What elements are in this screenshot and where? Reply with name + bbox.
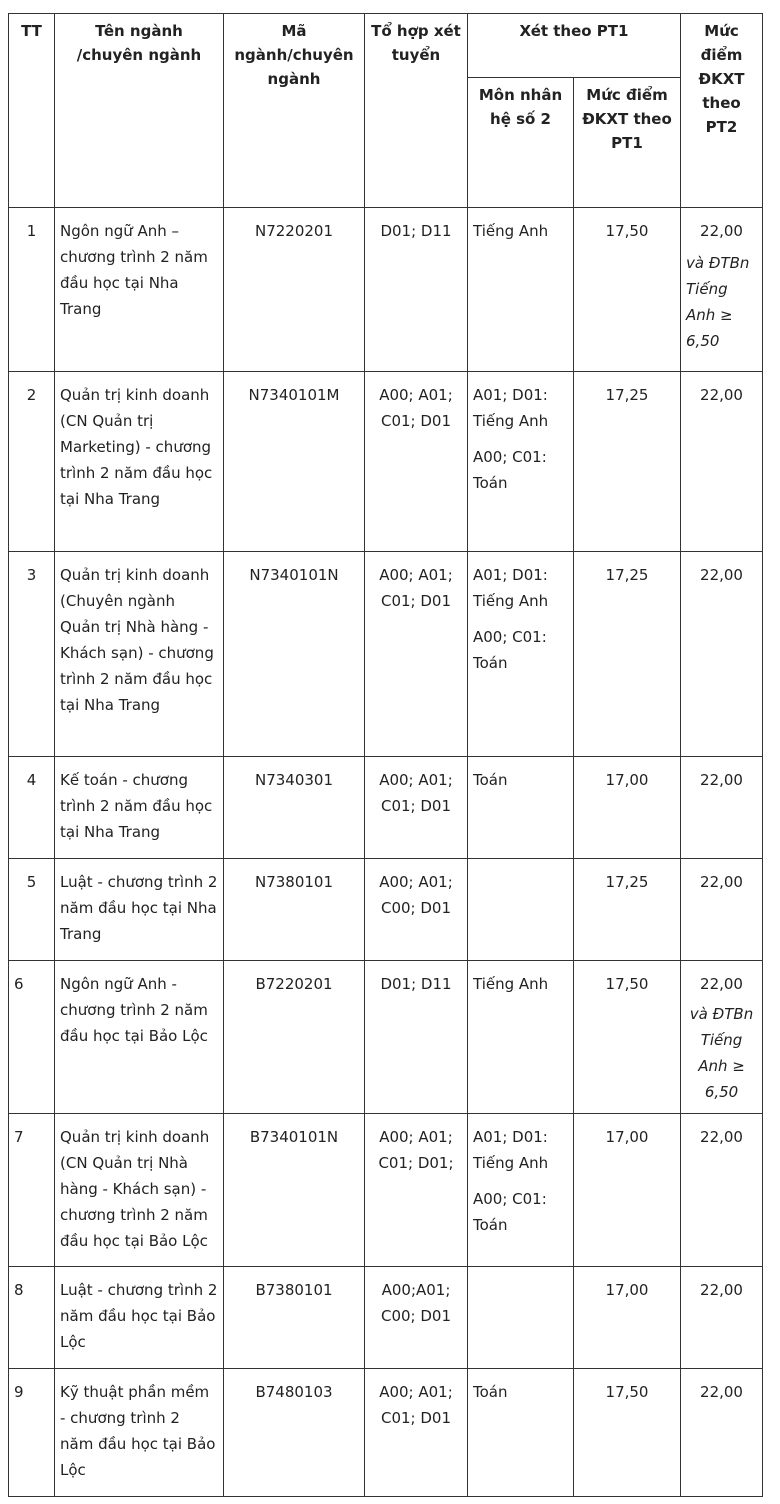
program-code: N7340301 [224, 757, 365, 859]
pt2-score-value: 22,00 [700, 1281, 743, 1299]
row-number: 4 [9, 757, 55, 859]
pt1-score: 17,25 [574, 372, 681, 552]
pt2-score-value: 22,00 [700, 873, 743, 891]
program-name: Quản trị kinh doanh (CN Quản trị Nhà hàng - Khách sạn) - chương trình 2 năm đầu học tại Bảo Lộc [55, 1114, 224, 1267]
row-number: 3 [9, 552, 55, 757]
subject-combination: A00; A01; C01; D01; [365, 1114, 468, 1267]
subject-combination: D01; D11 [365, 208, 468, 372]
program-code: B7340101N [224, 1114, 365, 1267]
subject-combination: A00;A01; C00; D01 [365, 1267, 468, 1369]
program-name: Luật - chương trình 2 năm đầu học tại Bảo Lộc [55, 1267, 224, 1369]
program-code: N7340101N [224, 552, 365, 757]
header-code: Mã ngành/chuyên ngành [224, 14, 365, 208]
subject-combination: A00; A01; C01; D01 [365, 552, 468, 757]
weighted-subject-line: A00; C01: Toán [473, 628, 547, 672]
subject-combination: A00; A01; C01; D01 [365, 1369, 468, 1497]
header-pt1-subject: Môn nhân hệ số 2 [468, 78, 574, 208]
program-name: Kỹ thuật phần mềm - chương trình 2 năm đầu học tại Bảo Lộc [55, 1369, 224, 1497]
subject-combination: D01; D11 [365, 961, 468, 1114]
weighted-subject [468, 208, 574, 372]
pt2-score-value: 22,00 [700, 771, 743, 789]
table-row [9, 552, 763, 757]
weighted-subject [468, 372, 574, 552]
pt2-score-value: 22,00 [700, 1128, 743, 1146]
pt2-score [681, 757, 763, 859]
program-code: B7380101 [224, 1267, 365, 1369]
pt2-score-note: và ĐTBn Tiếng Anh ≥ 6,50 [686, 254, 750, 350]
weighted-subject-line: Tiếng Anh [473, 975, 549, 993]
weighted-subject [468, 757, 574, 859]
pt2-score-value: 22,00 [700, 222, 743, 240]
weighted-subject [468, 1267, 574, 1369]
subject-combination: A00; A01; C00; D01 [365, 859, 468, 961]
pt1-score: 17,25 [574, 859, 681, 961]
table-row [9, 859, 763, 961]
pt2-score [681, 1369, 763, 1497]
row-number: 6 [9, 961, 55, 1114]
weighted-subject-line: Toán [473, 1383, 508, 1401]
row-number: 2 [9, 372, 55, 552]
pt2-score [681, 859, 763, 961]
pt1-score: 17,25 [574, 552, 681, 757]
weighted-subject-line: Tiếng Anh [473, 222, 549, 240]
header-tt: TT [9, 14, 55, 208]
pt1-score: 17,50 [574, 208, 681, 372]
pt1-score: 17,00 [574, 1267, 681, 1369]
pt2-score [681, 372, 763, 552]
weighted-subject-line: A01; D01: Tiếng Anh [473, 1128, 549, 1172]
table-row [9, 372, 763, 552]
program-name: Ngôn ngữ Anh - chương trình 2 năm đầu học tại Bảo Lộc [55, 961, 224, 1114]
pt2-score-value: 22,00 [700, 566, 743, 584]
program-name: Kế toán - chương trình 2 năm đầu học tại Nha Trang [55, 757, 224, 859]
pt2-score-value: 22,00 [700, 1383, 743, 1401]
pt2-score [681, 1267, 763, 1369]
weighted-subject [468, 552, 574, 757]
table-body [9, 208, 763, 1497]
table-row [9, 961, 763, 1114]
pt1-score: 17,50 [574, 1369, 681, 1497]
pt2-score [681, 961, 763, 1114]
row-number: 7 [9, 1114, 55, 1267]
program-name: Ngôn ngữ Anh – chương trình 2 năm đầu học tại Nha Trang [55, 208, 224, 372]
header-pt2-score: Mức điểm ĐKXT theo PT2 [681, 14, 763, 208]
pt2-score-value: 22,00 [700, 386, 743, 404]
subject-combination: A00; A01; C01; D01 [365, 372, 468, 552]
subject-combination: A00; A01; C01; D01 [365, 757, 468, 859]
weighted-subject-line: A00; C01: Toán [473, 1190, 547, 1234]
program-name: Quản trị kinh doanh (CN Quản trị Marketing) - chương trình 2 năm đầu học tại Nha Trang [55, 372, 224, 552]
weighted-subject-line: A01; D01: Tiếng Anh [473, 566, 549, 610]
weighted-subject [468, 1114, 574, 1267]
weighted-subject-line: A00; C01: Toán [473, 448, 547, 492]
admission-table [8, 13, 763, 1497]
row-number: 5 [9, 859, 55, 961]
header-pt1-group: Xét theo PT1 [468, 14, 681, 78]
pt2-score [681, 1114, 763, 1267]
weighted-subject [468, 859, 574, 961]
pt2-score-value: 22,00 [700, 975, 743, 993]
pt2-score [681, 208, 763, 372]
weighted-subject [468, 961, 574, 1114]
weighted-subject-line: Toán [473, 771, 508, 789]
program-code: B7480103 [224, 1369, 365, 1497]
row-number: 8 [9, 1267, 55, 1369]
weighted-subject [468, 1369, 574, 1497]
table-row [9, 1267, 763, 1369]
program-name: Luật - chương trình 2 năm đầu học tại Nha Trang [55, 859, 224, 961]
weighted-subject-line: A01; D01: Tiếng Anh [473, 386, 549, 430]
table-row [9, 208, 763, 372]
program-code: N7340101M [224, 372, 365, 552]
pt1-score: 17,50 [574, 961, 681, 1114]
header-pt1-score: Mức điểm ĐKXT theo PT1 [574, 78, 681, 208]
row-number: 9 [9, 1369, 55, 1497]
row-number: 1 [9, 208, 55, 372]
pt1-score: 17,00 [574, 757, 681, 859]
program-code: B7220201 [224, 961, 365, 1114]
table-row [9, 1369, 763, 1497]
program-code: N7380101 [224, 859, 365, 961]
program-name: Quản trị kinh doanh (Chuyên ngành Quản trị Nhà hàng - Khách sạn) - chương trình 2 năm đầu học tại Nha Trang [55, 552, 224, 757]
pt2-score [681, 552, 763, 757]
table-row [9, 1114, 763, 1267]
table-row [9, 757, 763, 859]
header-combo: Tổ hợp xét tuyển [365, 14, 468, 208]
pt1-score: 17,00 [574, 1114, 681, 1267]
program-code: N7220201 [224, 208, 365, 372]
header-name: Tên ngành /chuyên ngành [55, 14, 224, 208]
header-row-1 [9, 14, 763, 78]
pt2-score-note: và ĐTBn Tiếng Anh ≥ 6,50 [689, 1005, 754, 1101]
